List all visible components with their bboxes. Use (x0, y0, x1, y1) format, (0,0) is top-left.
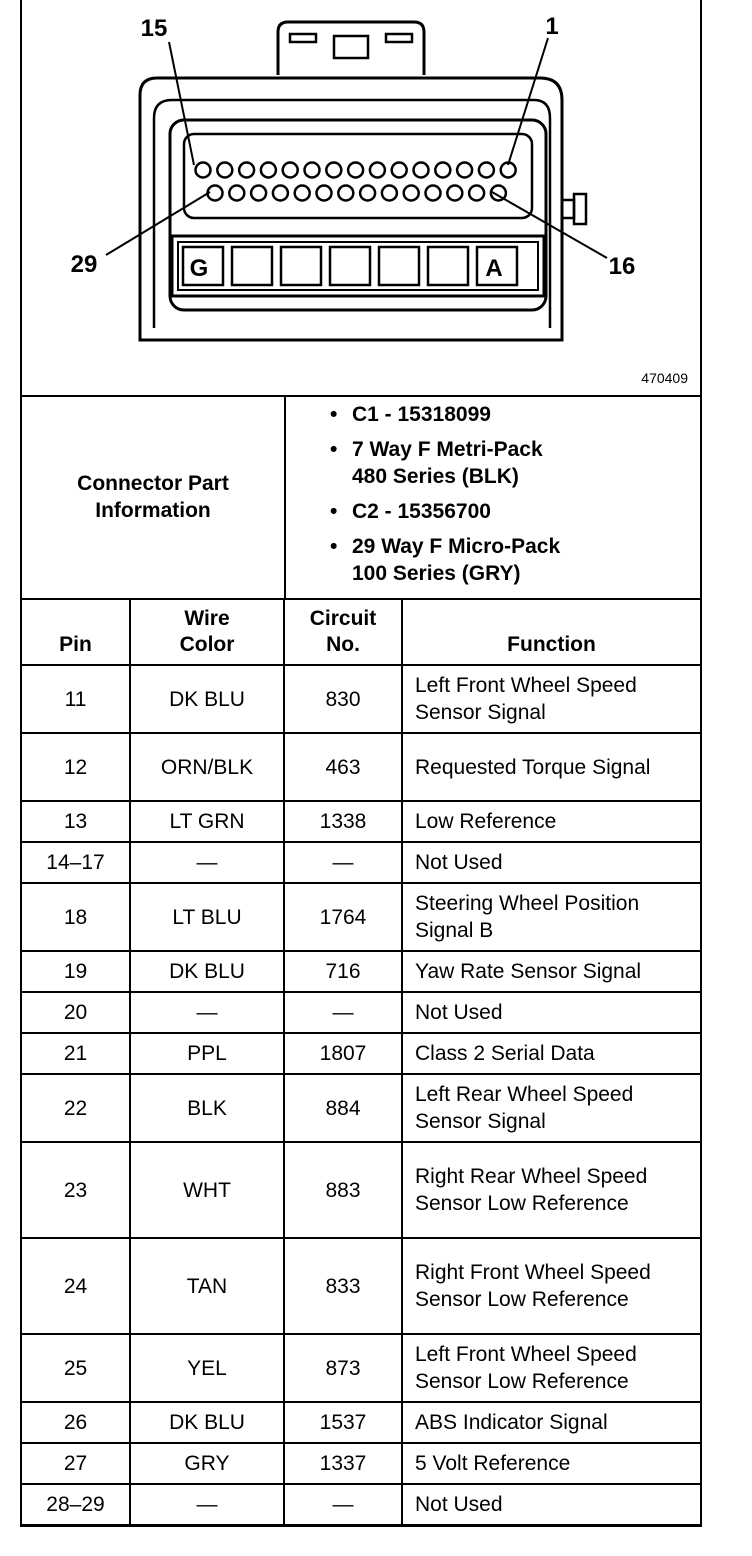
info-label: Connector Part Information (77, 471, 229, 522)
table-row (22, 1033, 700, 1074)
pin-cavity (196, 163, 211, 178)
wire-color-cell: TAN (130, 1238, 284, 1334)
connector-diagram (22, 0, 700, 397)
circuit-cell: 833 (284, 1238, 402, 1334)
pin-cavity (261, 163, 276, 178)
function-cell: Left Rear Wheel Speed Sensor Signal (402, 1074, 700, 1142)
pin-cavity (295, 186, 310, 201)
pin-cell: 24 (22, 1238, 130, 1334)
connector-document (20, 0, 702, 1527)
circuit-cell: — (284, 842, 402, 883)
pin-cell: 23 (22, 1142, 130, 1238)
circuit-cell: 1338 (284, 801, 402, 842)
pin-cavity (426, 186, 441, 201)
table-row (22, 1484, 700, 1525)
pin-cavity (283, 163, 298, 178)
function-cell: Steering Wheel Position Signal B (402, 883, 700, 951)
table-row (22, 992, 700, 1033)
circuit-cell: — (284, 992, 402, 1033)
pin-cell: 12 (22, 733, 130, 801)
pin-cell: 20 (22, 992, 130, 1033)
circuit-cell: 884 (284, 1074, 402, 1142)
part-info-list (286, 401, 696, 595)
wire-color-cell: LT GRN (130, 801, 284, 842)
circuit-cell: 463 (284, 733, 402, 801)
wire-color-cell: LT BLU (130, 883, 284, 951)
function-cell: Right Front Wheel Speed Sensor Low Reference (402, 1238, 700, 1334)
table-row (22, 665, 700, 733)
wire-color-cell: — (130, 842, 284, 883)
pin-cell: 28–29 (22, 1484, 130, 1525)
table-header-row (22, 598, 700, 665)
pin-cavity (338, 186, 353, 201)
pin-cavity (370, 163, 385, 178)
pin-cavity (404, 186, 419, 201)
pinout-table (22, 598, 700, 1526)
function-cell: Right Rear Wheel Speed Sensor Low Reference (402, 1142, 700, 1238)
part-info-item: • C2 - 15356700 (286, 498, 696, 525)
part-info-item: • 29 Way F Micro-Pack 100 Series (GRY) (286, 533, 696, 587)
pin-cell: 14–17 (22, 842, 130, 883)
circuit-cell: 830 (284, 665, 402, 733)
wire-color-cell: WHT (130, 1142, 284, 1238)
wire-color-cell: — (130, 992, 284, 1033)
pin-cavity (435, 163, 450, 178)
table-row (22, 1402, 700, 1443)
pin-cavity (479, 163, 494, 178)
pin-cell: 22 (22, 1074, 130, 1142)
table-row (22, 1443, 700, 1484)
pin-cell: 11 (22, 665, 130, 733)
circuit-cell: — (284, 1484, 402, 1525)
function-cell: Not Used (402, 842, 700, 883)
pin-cavity (469, 186, 484, 201)
pin-cavity (447, 186, 462, 201)
pin-cavity (457, 163, 472, 178)
pin-cavity (251, 186, 266, 201)
pin-label-1: 1 (545, 13, 559, 40)
function-cell: ABS Indicator Signal (402, 1402, 700, 1443)
pin-cavity (392, 163, 407, 178)
wire-color-cell: YEL (130, 1334, 284, 1402)
wire-color-cell: GRY (130, 1443, 284, 1484)
info-label-cell (22, 395, 286, 598)
pinout-table-body (22, 665, 700, 1525)
pin-cavity (382, 186, 397, 201)
pin-label-15: 15 (140, 15, 168, 42)
wire-color-cell: BLK (130, 1074, 284, 1142)
pin-cell: 21 (22, 1033, 130, 1074)
function-cell: Class 2 Serial Data (402, 1033, 700, 1074)
part-info-item: • C1 - 15318099 (286, 401, 696, 428)
wire-color-cell: PPL (130, 1033, 284, 1074)
function-cell: Not Used (402, 992, 700, 1033)
connector-drawing (22, 0, 700, 395)
pin-cavity (229, 186, 244, 201)
table-row (22, 842, 700, 883)
circuit-cell: 1807 (284, 1033, 402, 1074)
connector-part-information (22, 395, 700, 600)
pin-cell: 25 (22, 1334, 130, 1402)
header-circuit-no: Circuit No. (284, 598, 402, 665)
table-row (22, 1334, 700, 1402)
wire-color-cell: — (130, 1484, 284, 1525)
circuit-cell: 1337 (284, 1443, 402, 1484)
table-row (22, 951, 700, 992)
pin-cavity (414, 163, 429, 178)
pin-cavity (273, 186, 288, 201)
circuit-cell: 1764 (284, 883, 402, 951)
cavity-label-g: G (189, 255, 209, 282)
pin-cavity (326, 163, 341, 178)
header-function: Function (402, 598, 700, 665)
circuit-cell: 883 (284, 1142, 402, 1238)
function-cell: Requested Torque Signal (402, 733, 700, 801)
pin-cavity (348, 163, 363, 178)
circuit-cell: 716 (284, 951, 402, 992)
function-cell: Low Reference (402, 801, 700, 842)
pin-cavity (360, 186, 375, 201)
header-wire-color: Wire Color (130, 598, 284, 665)
circuit-cell: 873 (284, 1334, 402, 1402)
table-row (22, 1238, 700, 1334)
wire-color-cell: DK BLU (130, 951, 284, 992)
table-row (22, 1074, 700, 1142)
pin-cavity (305, 163, 320, 178)
function-cell: 5 Volt Reference (402, 1443, 700, 1484)
function-cell: Yaw Rate Sensor Signal (402, 951, 700, 992)
pin-cell: 13 (22, 801, 130, 842)
pin-cavity (239, 163, 254, 178)
pin-cell: 26 (22, 1402, 130, 1443)
table-row (22, 733, 700, 801)
wire-color-cell: DK BLU (130, 1402, 284, 1443)
function-cell: Not Used (402, 1484, 700, 1525)
pin-label-29: 29 (70, 251, 98, 278)
pin-cell: 27 (22, 1443, 130, 1484)
cavity-label-a: A (485, 255, 503, 282)
wire-color-cell: ORN/BLK (130, 733, 284, 801)
function-cell: Left Front Wheel Speed Sensor Low Reference (402, 1334, 700, 1402)
table-row (22, 801, 700, 842)
pin-row-top (196, 163, 516, 178)
table-row (22, 883, 700, 951)
pin-label-16: 16 (608, 253, 636, 280)
part-info-item: • 7 Way F Metri-Pack 480 Series (BLK) (286, 436, 696, 490)
figure-id: 470409 (641, 370, 688, 386)
pin-cavity (317, 186, 332, 201)
header-pin: Pin (22, 598, 130, 665)
table-row (22, 1142, 700, 1238)
pin-cell: 18 (22, 883, 130, 951)
pin-cell: 19 (22, 951, 130, 992)
wire-color-cell: DK BLU (130, 665, 284, 733)
pin-cavity (217, 163, 232, 178)
function-cell: Left Front Wheel Speed Sensor Signal (402, 665, 700, 733)
circuit-cell: 1537 (284, 1402, 402, 1443)
